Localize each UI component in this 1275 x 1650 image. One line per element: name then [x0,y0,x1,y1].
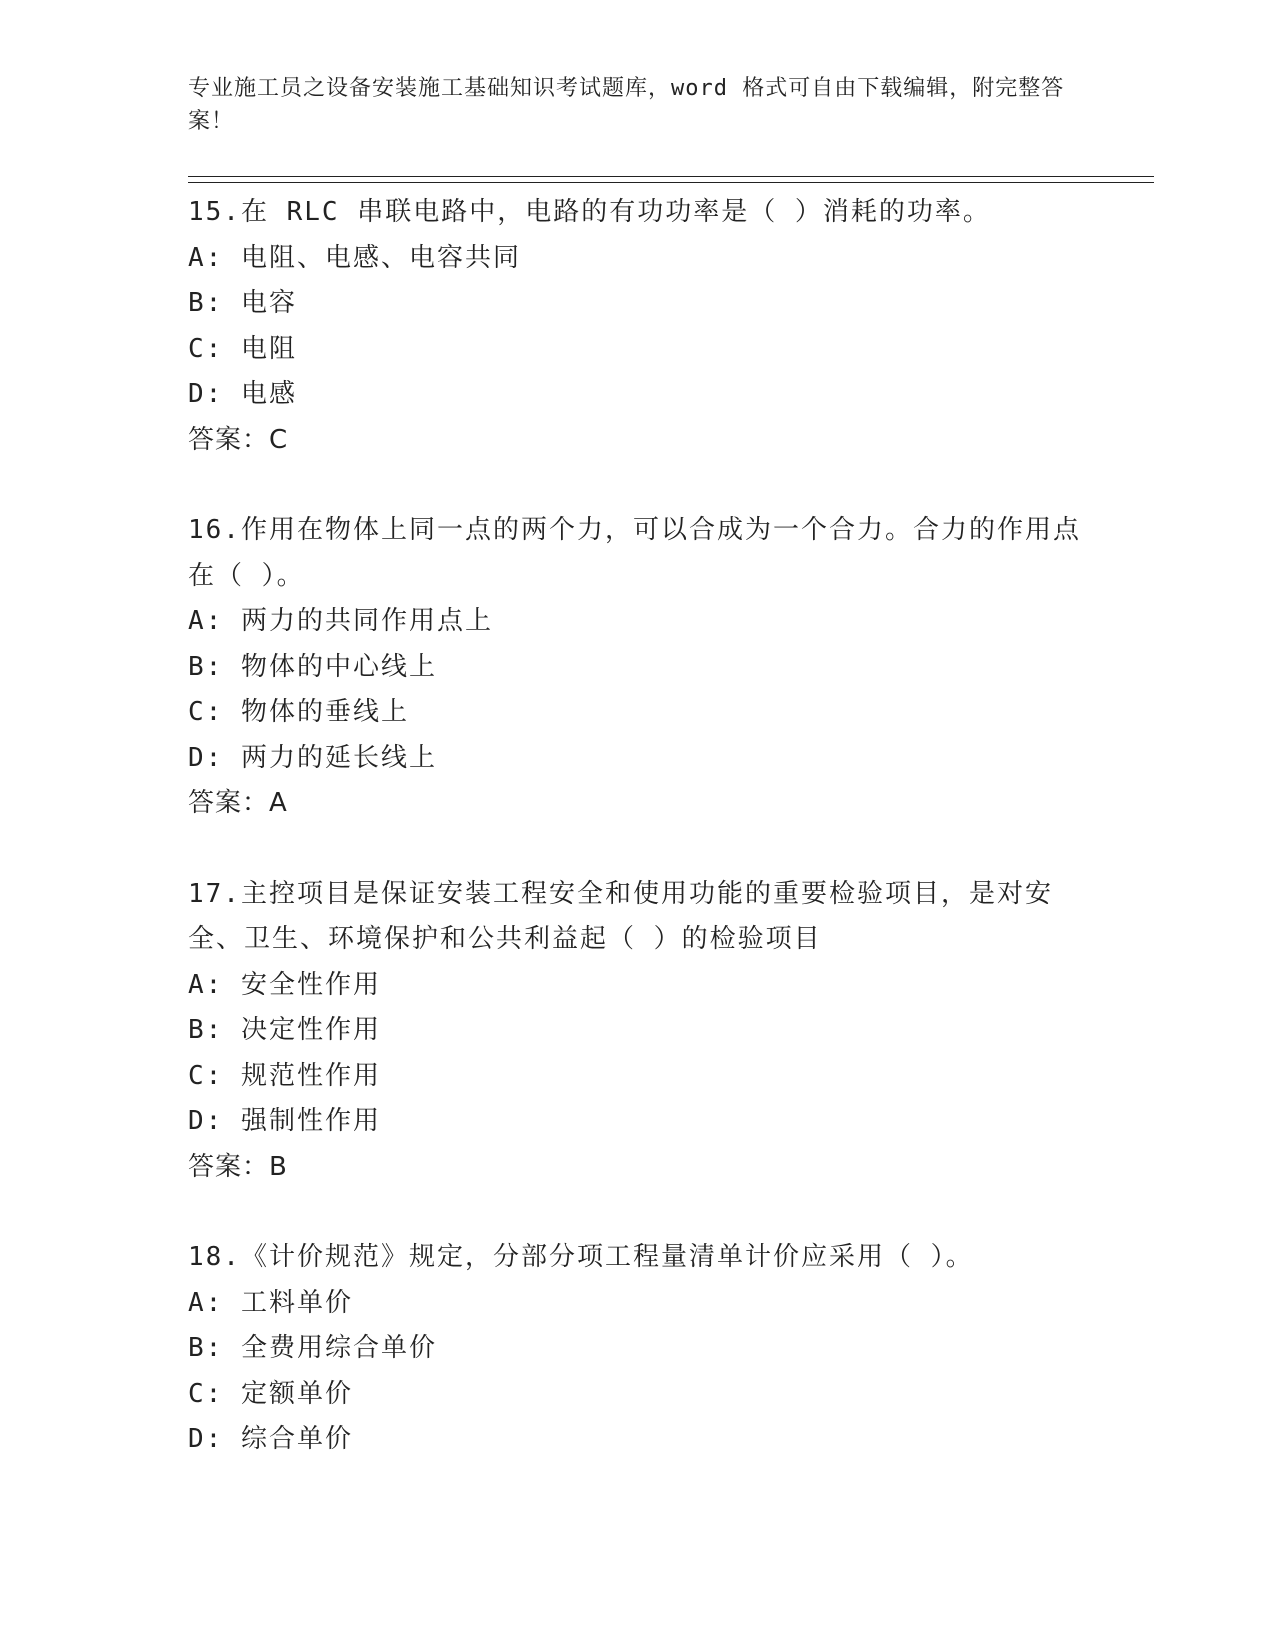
header-divider-bottom [188,182,1154,183]
question-list [188,190,1088,1463]
answer: 答案：C [188,424,289,455]
option-d: D: 综合单价 [188,1424,353,1454]
option-d: D: 电感 [188,379,297,409]
option-a: A: 电阻、电感、电容共同 [188,242,521,273]
option-a: A: 安全性作用 [188,969,381,1000]
option-c: C: 物体的垂线上 [188,697,409,727]
question-15 [188,190,1088,463]
option-d: D: 强制性作用 [188,1106,381,1136]
question-stem: 16.作用在物体上同一点的两个力，可以合成为一个合力。合力的作用点在（ ）。 [188,515,1081,591]
option-d: D: 两力的延长线上 [188,742,437,773]
option-c: C: 电阻 [188,333,297,364]
answer: 答案：A [188,788,288,818]
question-16 [188,508,1088,827]
option-a: A: 工料单价 [188,1287,353,1318]
page-header: 专业施工员之设备安装施工基础知识考试题库，word 格式可自由下载编辑，附完整答案！ [188,76,1065,134]
option-b: B: 决定性作用 [188,1015,381,1045]
header-divider-top [188,176,1154,177]
spacer [188,1190,1088,1235]
option-b: B: 全费用综合单价 [188,1333,437,1363]
question-stem: 15.在 RLC 串联电路中，电路的有功功率是（ ）消耗的功率。 [188,197,991,227]
question-stem: 17.主控项目是保证安装工程安全和使用功能的重要检验项目，是对安全、卫生、环境保护和公共利益起（ ）的检验项目 [188,878,1053,954]
option-c: C: 规范性作用 [188,1060,381,1091]
spacer [188,827,1088,872]
spacer [188,463,1088,508]
option-c: C: 定额单价 [188,1378,353,1409]
question-18 [188,1235,1088,1463]
question-stem: 18.《计价规范》规定，分部分项工程量清单计价应采用（ ）。 [188,1242,974,1272]
question-17 [188,872,1088,1191]
answer: 答案：B [188,1151,288,1182]
option-b: B: 物体的中心线上 [188,651,437,682]
option-b: B: 电容 [188,288,297,318]
option-a: A: 两力的共同作用点上 [188,606,493,636]
